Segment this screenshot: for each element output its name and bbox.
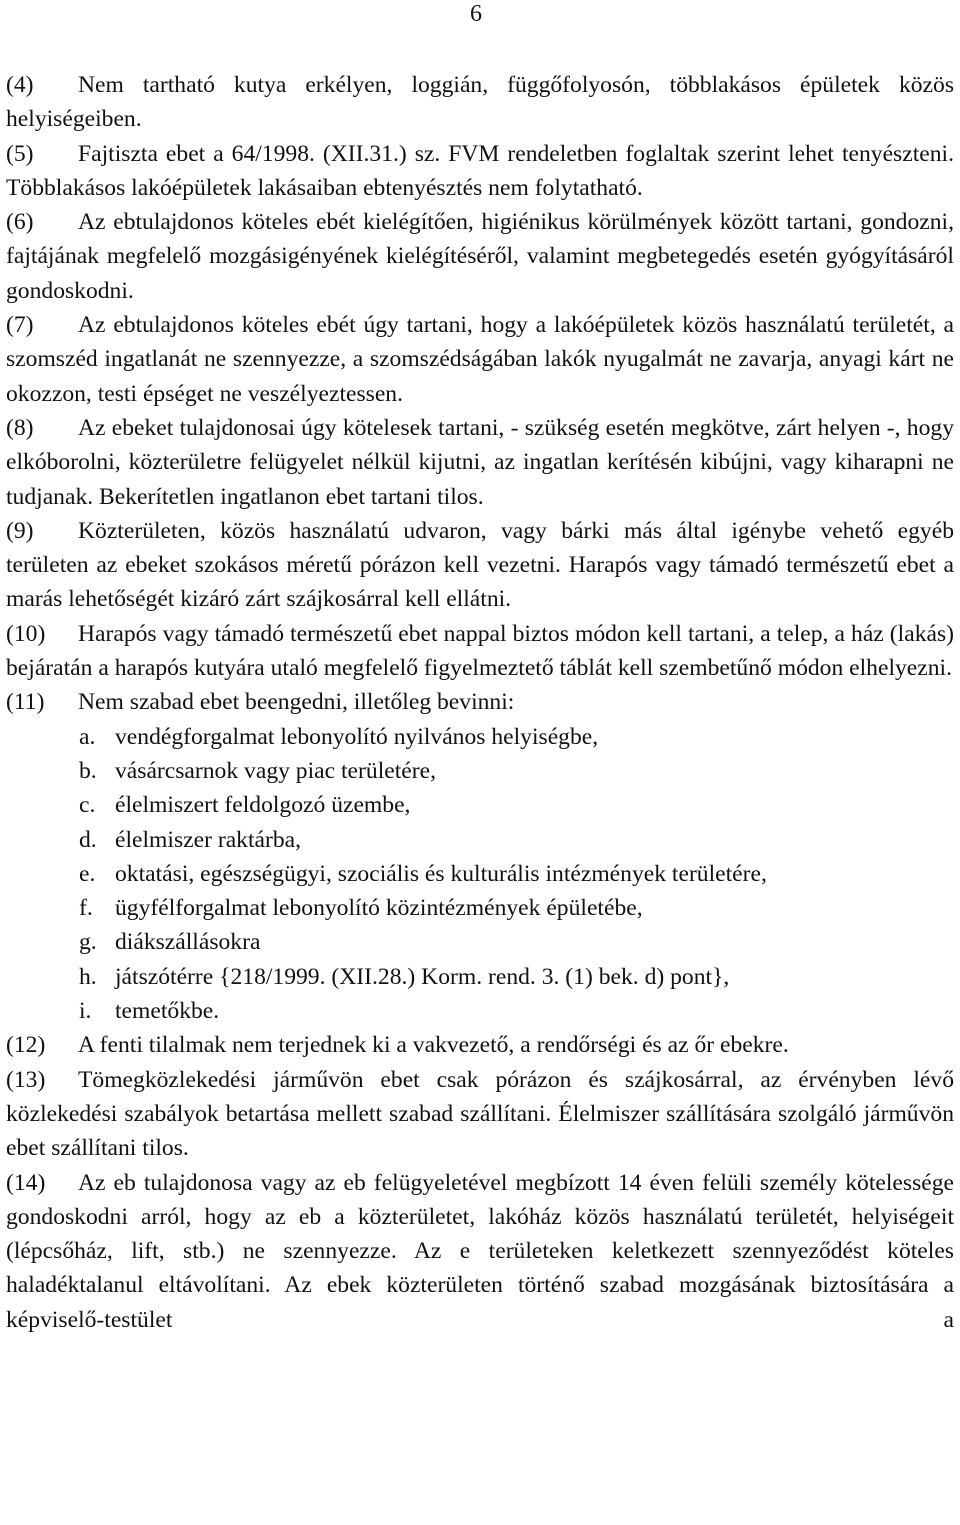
prohibited-places-list: [6, 720, 954, 1029]
paragraph-number: (9): [6, 517, 34, 544]
paragraph-text: Az ebeket tulajdonosai úgy kötelesek tartani, - szükség esetén megkötve, zárt helyen -, hogy elkóborolni, közterületre felügyelet nélkül kijutni, az ingatlan kerítésén kibújni, vagy kiharapni ne tudjanak. Bekerítetlen ingatlanon ebet tartani tilos.: [6, 414, 954, 510]
paragraph-group-top: [6, 68, 954, 720]
list-item: [79, 960, 954, 994]
list-text: játszótérre {218/1999. (XII.28.) Korm. rend. 3. (1) bek. d) pont},: [115, 963, 730, 990]
list-letter: h.: [79, 963, 97, 990]
list-item: [79, 891, 954, 925]
paragraph-number: (13): [6, 1066, 46, 1093]
paragraph-9: [6, 514, 954, 617]
list-letter: d.: [79, 826, 97, 853]
list-text: oktatási, egészségügyi, szociális és kulturális intézmények területére,: [115, 860, 767, 887]
list-text: vendégforgalmat lebonyolító nyilvános helyiségbe,: [115, 723, 599, 750]
paragraph-text: Közterületen, közös használatú udvaron, vagy bárki más által igénybe vehető egyéb területen az ebeket szokásos méretű pórázon kell vezetni. Harapós vagy támadó természetű ebet a marás lehetőségét kizáró zárt szájkosárral kell ellátni.: [6, 517, 954, 613]
paragraph-text: Az ebtulajdonos köteles ebét úgy tartani, hogy a lakóépületek közös használatú területét, a szomszéd ingatlanát ne szennyezze, a szomszédságában lakók nyugalmát ne zavarja, anyagi kárt ne okozzon, testi épséget ne veszélyeztessen.: [6, 312, 954, 407]
list-item: [79, 857, 954, 891]
paragraph-number: (5): [6, 140, 34, 167]
paragraph-7: [6, 308, 954, 411]
list-letter: g.: [79, 929, 97, 956]
page-number: 6: [470, 1, 482, 27]
paragraph-number: (8): [6, 414, 34, 441]
list-item: [79, 823, 954, 857]
list-text: ügyfélforgalmat lebonyolító közintézmények épületébe,: [115, 895, 643, 922]
list-item: [79, 788, 954, 822]
list-item: [79, 754, 954, 788]
list-text: vásárcsarnok vagy piac területére,: [115, 757, 436, 784]
paragraph-text: Harapós vagy támadó természetű ebet nappal biztos módon kell tartani, a telep, a ház (lakás) bejáratán a harapós kutyára utaló megfelelő figyelmeztető táblát kell szembetűnő módon elhelyezni.: [6, 620, 954, 682]
paragraph-group-bottom: [6, 1028, 954, 1337]
paragraph-number: (11): [6, 689, 45, 716]
list-letter: c.: [79, 792, 96, 819]
list-letter: a.: [79, 723, 96, 750]
list-letter: e.: [79, 860, 96, 887]
list-item: [79, 720, 954, 754]
paragraph-number: (7): [6, 312, 34, 339]
paragraph-number: (10): [6, 620, 46, 647]
paragraph-14: [6, 1166, 954, 1337]
paragraph-10: [6, 617, 954, 686]
paragraph-number: (4): [6, 72, 34, 98]
paragraph-text: Az ebtulajdonos köteles ebét kielégítően, higiénikus körülmények között tartani, gondozni, fajtájának megfelelő mozgásigényének kielégítéséről, valamint megbetegedés esetén gyógyításáról gondoskodni.: [6, 209, 954, 304]
paragraph-text: Fajtiszta ebet a 64/1998. (XII.31.) sz. FVM rendeletben foglaltak szerint lehet tenyészteni. Többlakásos lakóépületek lakásaiban ebtenyésztés nem folytatható.: [6, 140, 954, 201]
paragraph-text: Nem szabad ebet beengedni, illetőleg bevinni:: [78, 689, 515, 716]
list-text: élelmiszer raktárba,: [115, 826, 302, 853]
paragraph-number: (12): [6, 1032, 46, 1059]
paragraph-text: A fenti tilalmak nem terjednek ki a vakvezető, a rendőrségi és az őr ebekre.: [78, 1032, 789, 1059]
paragraph-8: [6, 411, 954, 514]
paragraph-11: [6, 685, 954, 719]
list-item: [79, 925, 954, 959]
document-body: [6, 68, 954, 1337]
paragraph-6: [6, 205, 954, 308]
paragraph-13: [6, 1063, 954, 1166]
list-letter: f.: [79, 895, 93, 922]
list-letter: b.: [79, 757, 97, 784]
paragraph-5: [6, 137, 954, 206]
list-item: [79, 994, 954, 1028]
list-text: temetőkbe.: [115, 998, 220, 1025]
paragraph-number: (6): [6, 209, 34, 236]
paragraph-12: [6, 1028, 954, 1062]
list-text: élelmiszert feldolgozó üzembe,: [115, 792, 411, 819]
paragraph-number: (14): [6, 1169, 46, 1196]
paragraph-text: Nem tartható kutya erkélyen, loggián, függőfolyosón, többlakásos épületek közös helyiségeiben.: [6, 72, 954, 133]
paragraph-text: Az eb tulajdonosa vagy az eb felügyeletével megbízott 14 éven felüli személy kötelessége gondoskodni arról, hogy az eb a közterületet, lakóház közös használatú területét, helyiségeit (lépcsőház, lift, stb.) ne szennyezze. Az e területeken keletkezett szennyeződést köteles haladéktalanul eltávolítani. Az ebek közterületen történő szabad mozgásának biztosítására a képviselő-testület a: [6, 1169, 954, 1333]
paragraph-4: [6, 68, 954, 137]
list-letter: i.: [79, 998, 92, 1025]
list-text: diákszállásokra: [115, 929, 261, 956]
paragraph-text: Tömegközlekedési járművön ebet csak pórázon és szájkosárral, az érvényben lévő közlekedési szabályok betartása mellett szabad szállítani. Élelmiszer szállítására szolgáló járművön ebet szállítani tilos.: [6, 1066, 954, 1162]
